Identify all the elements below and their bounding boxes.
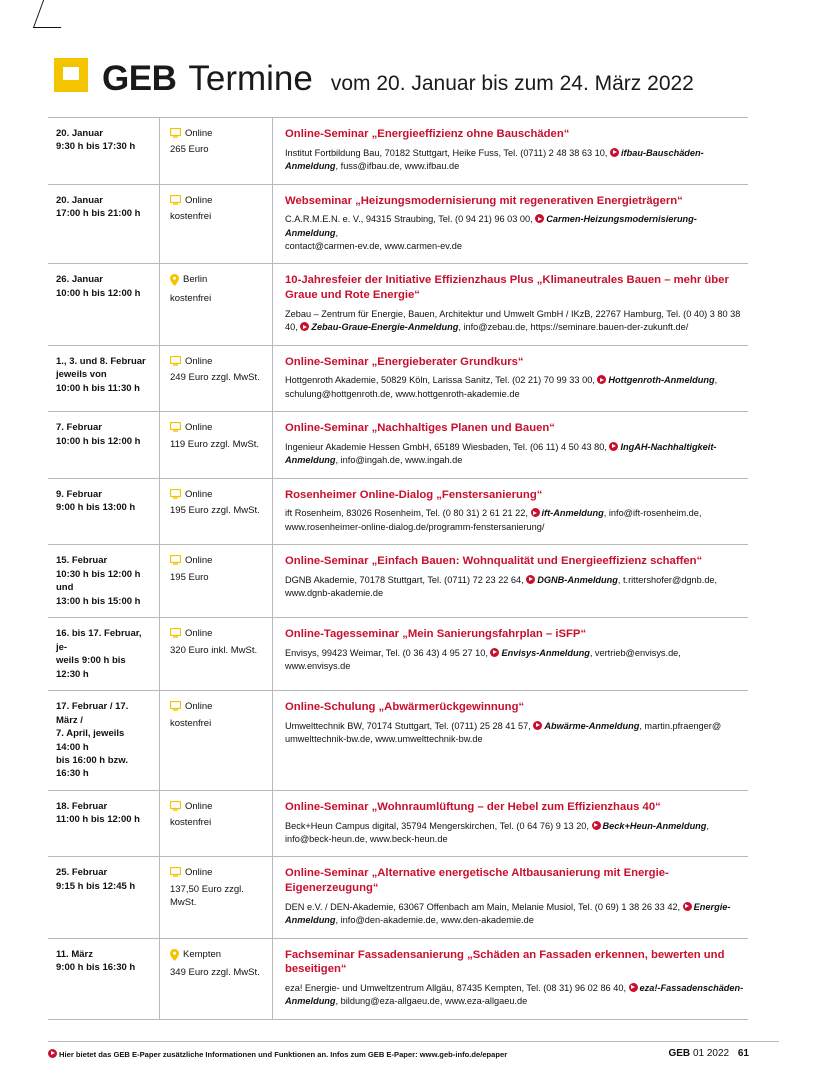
event-place-cell — [160, 479, 273, 545]
event-cost-label: 119 Euro zzgl. MwSt. — [170, 438, 260, 450]
event-cost-label: 265 Euro — [170, 144, 209, 156]
epaper-play-icon — [48, 1049, 57, 1058]
event-date-cell: 26. Januar 10:00 h bis 12:00 h — [48, 264, 160, 344]
table-row — [48, 618, 748, 691]
epaper-note-text: Hier bietet das GEB E-Paper zusätzliche Informationen und Funktionen an. Infos zum GEB E-Paper: www.geb-info.de/epaper — [59, 1049, 508, 1059]
event-date-cell: 20. Januar 17:00 h bis 21:00 h — [48, 185, 160, 264]
pin-icon — [170, 274, 179, 290]
event-place-cell — [160, 939, 273, 1019]
event-date-cell: 1., 3. und 8. Februar jeweils von 10:00 h bis 11:30 h — [48, 346, 160, 412]
event-details-cell — [273, 118, 748, 184]
event-title: Online-Seminar „Einfach Bauen: Wohnqualität und Energieeffizienz schaffen“ — [285, 555, 703, 568]
table-row — [48, 118, 748, 185]
event-cost-label: kostenfrei — [170, 817, 212, 829]
event-place-label: Online — [185, 628, 213, 640]
event-date-cell: 9. Februar 9:00 h bis 13:00 h — [48, 479, 160, 545]
table-row — [48, 412, 748, 479]
event-cost-label: 249 Euro zzgl. MwSt. — [170, 372, 260, 384]
event-date-cell: 18. Februar 11:00 h bis 12:00 h — [48, 791, 160, 857]
event-place-label: Berlin — [183, 274, 208, 286]
event-place-label: Online — [185, 422, 213, 434]
event-details-cell — [273, 691, 748, 790]
event-organizer-info: Umwelttechnik BW, 70174 Stuttgart, Tel. (0711) 25 28 41 57, Abwärme-Anmeldung, martin.pfraenger@ umwelttechnik-bw.de, www.umwelttechnik-bw.de — [285, 720, 722, 745]
event-organizer-info: Beck+Heun Campus digital, 35794 Mengerskirchen, Tel. (0 64 76) 9 13 20, Beck+Heun-Anmeldung, info@beck-heun.de, www.beck-heun.de — [285, 820, 709, 845]
event-registration-link[interactable]: IngAH-Nachhaltigkeit-Anmeldung — [285, 441, 717, 466]
event-date-cell: 20. Januar 9:30 h bis 17:30 h — [48, 118, 160, 184]
brand-bold: GEB — [102, 59, 177, 98]
event-registration-link[interactable]: Carmen-Heizungsmodernisierung-Anmeldung — [285, 214, 697, 238]
geb-logo-icon — [54, 58, 88, 92]
events-table — [48, 117, 748, 1020]
event-place-cell — [160, 264, 273, 344]
event-organizer-info: eza! Energie- und Umweltzentrum Allgäu, 87435 Kempten, Tel. (08 31) 96 02 86 40, eza!-Fassadenschäden-Anmeldung, bildung@eza-allgaeu.de, www.eza-allgaeu.de — [285, 983, 744, 1007]
event-place-cell — [160, 618, 273, 690]
event-title: Online-Seminar „Energieberater Grundkurs“ — [285, 355, 524, 368]
event-registration-link[interactable]: Beck+Heun-Anmeldung — [602, 820, 707, 831]
event-details-cell — [273, 791, 748, 857]
event-details-cell — [273, 545, 748, 617]
event-date-cell: 16. bis 17. Februar, je- weils 9:00 h bis 12:30 h — [48, 618, 160, 690]
event-organizer-info: Ingenieur Akademie Hessen GmbH, 65189 Wiesbaden, Tel. (06 11) 4 50 43 80, IngAH-Nachhaltigkeit-Anmeldung, info@ingah.de, www.ingah.de — [285, 441, 717, 466]
event-title: 10-Jahresfeier der Initiative Effizienzhaus Plus „Klimaneutrales Bauen – mehr über Graue und Rote Energie“ — [285, 274, 729, 302]
event-date-cell: 15. Februar 10:30 h bis 12:00 h und 13:00 h bis 15:00 h — [48, 545, 160, 617]
epaper-play-icon — [535, 214, 544, 223]
table-row — [48, 545, 748, 618]
epaper-play-icon — [526, 575, 535, 584]
event-organizer-info: Institut Fortbildung Bau, 70182 Stuttgart, Heike Fuss, Tel. (0711) 2 48 38 63 10, ifbau-Bauschäden-Anmeldung, fuss@ifbau.de, www.ifbau.de — [285, 147, 704, 172]
event-organizer-info: Zebau – Zentrum für Energie, Bauen, Architektur und Umwelt GmbH / IKzB, 22767 Hamburg, Tel. (0 40) 3 80 38 40, Zebau-Graue-Energie-Anmeldung, info@zebau.de, https://seminare.bauen-der-zukunft.de/ — [285, 308, 741, 333]
table-row — [48, 939, 748, 1020]
event-cost-label: kostenfrei — [170, 717, 212, 729]
monitor-icon — [170, 801, 181, 815]
event-title: Online-Seminar „Nachhaltiges Planen und Bauen“ — [285, 422, 555, 435]
epaper-play-icon — [533, 721, 542, 730]
epaper-play-icon — [683, 902, 692, 911]
event-place-cell — [160, 545, 273, 617]
event-place-label: Online — [185, 867, 213, 879]
event-details-cell — [273, 857, 748, 937]
monitor-icon — [170, 555, 181, 569]
epaper-play-icon — [592, 821, 601, 830]
event-organizer-info: ift Rosenheim, 83026 Rosenheim, Tel. (0 80 31) 2 61 21 22, ift-Anmeldung, info@ift-rosenheim.de, www.rosenheimer-online-dialog.de/programm-fenstersanierung/ — [285, 508, 702, 532]
event-title: Rosenheimer Online-Dialog „Fenstersanierung“ — [285, 488, 543, 501]
event-registration-link[interactable]: DGNB-Anmeldung — [537, 574, 618, 585]
event-cost-label: 137,50 Euro zzgl. MwSt. — [170, 883, 244, 909]
event-details-cell — [273, 185, 748, 264]
event-registration-link[interactable]: Hottgenroth-Anmeldung — [608, 375, 715, 386]
event-place-label: Online — [185, 128, 213, 139]
page-footer — [48, 1041, 779, 1059]
event-cost-label: 320 Euro inkl. MwSt. — [170, 644, 258, 656]
event-registration-link[interactable]: eza!-Fassadenschäden-Anmeldung — [285, 983, 744, 1007]
table-row — [48, 185, 748, 265]
event-cost-label: 195 Euro zzgl. MwSt. — [170, 505, 260, 517]
event-cost-label: 195 Euro — [170, 571, 209, 583]
event-place-cell — [160, 857, 273, 937]
table-row — [48, 857, 748, 938]
event-details-cell — [273, 346, 748, 412]
event-title: Online-Tagesseminar „Mein Sanierungsfahrplan – iSFP“ — [285, 628, 587, 641]
epaper-play-icon — [300, 322, 309, 331]
event-title: Online-Seminar „Wohnraumlüftung – der Hebel zum Effizienzhaus 40“ — [285, 800, 661, 813]
epaper-play-icon — [531, 508, 540, 517]
event-date-cell: 25. Februar 9:15 h bis 12:45 h — [48, 857, 160, 937]
footer-brand: GEB — [668, 1048, 691, 1059]
event-registration-link[interactable]: Zebau-Graue-Energie-Anmeldung — [311, 322, 459, 333]
monitor-icon — [170, 701, 181, 715]
epaper-note — [48, 1049, 507, 1059]
event-organizer-info: Envisys, 99423 Weimar, Tel. (0 36 43) 4 95 27 10, Envisys-Anmeldung, vertrieb@envisys.de, www.envisys.de — [285, 647, 681, 672]
event-title: Online-Schulung „Abwärmerückgewinnung“ — [285, 701, 525, 714]
event-title: Fachseminar Fassadensanierung „Schäden an Fassaden erkennen, bewerten und beseitigen“ — [285, 948, 725, 976]
monitor-icon — [170, 867, 181, 881]
event-date-cell: 17. Februar / 17. März / 7. April, jeweils 14:00 h bis 16:00 h bzw. 16:30 h — [48, 691, 160, 790]
event-details-cell — [273, 412, 748, 478]
event-organizer-info: Hottgenroth Akademie, 50829 Köln, Larissa Sanitz, Tel. (02 21) 70 99 33 00, Hottgenroth-Anmeldung, schulung@hottgenroth.de, www.hottgenroth-akademie.de — [285, 375, 718, 399]
table-row — [48, 346, 748, 413]
event-registration-link[interactable]: ift-Anmeldung — [541, 508, 604, 519]
epaper-play-icon — [609, 442, 618, 451]
event-place-cell — [160, 346, 273, 412]
event-place-cell — [160, 691, 273, 790]
event-cost-label: kostenfrei — [170, 211, 212, 222]
event-details-cell — [273, 264, 748, 344]
monitor-icon — [170, 422, 181, 436]
page-title: Termine — [188, 59, 313, 98]
event-place-cell — [160, 791, 273, 857]
event-place-label: Online — [185, 488, 213, 500]
event-organizer-info: C.A.R.M.E.N. e. V., 94315 Straubing, Tel. (0 94 21) 96 03 00, Carmen-Heizungsmodernisierung-Anmeldung, contact@carmen-ev.de, www.carmen-ev.de — [285, 214, 697, 252]
event-place-cell — [160, 412, 273, 478]
event-place-label: Online — [185, 194, 213, 206]
monitor-icon — [170, 489, 181, 503]
footer-issue: 01 2022 — [692, 1048, 730, 1059]
monitor-icon — [170, 195, 181, 209]
event-date-cell: 7. Februar 10:00 h bis 12:00 h — [48, 412, 160, 478]
event-title: Online-Seminar „Alternative energetische Altbausanierung mit Energie-Eigenerzeugung“ — [285, 867, 669, 895]
event-organizer-info: DGNB Akademie, 70178 Stuttgart, Tel. (0711) 72 23 22 64, DGNB-Anmeldung, t.rittershofer@dgnb.de, www.dgnb-akademie.de — [285, 574, 718, 599]
event-registration-link[interactable]: ifbau-Bauschäden-Anmeldung — [285, 147, 704, 172]
event-organizer-info: DEN e.V. / DEN-Akademie, 63067 Offenbach am Main, Melanie Musiol, Tel. (0 69) 1 38 26 33 42, Energie-Anmeldung, info@den-akademie.de, www.den-akademie.de — [285, 901, 731, 926]
epaper-play-icon — [629, 983, 638, 992]
monitor-icon — [170, 356, 181, 370]
event-place-cell — [160, 185, 273, 264]
monitor-icon — [170, 128, 181, 142]
date-range-subtitle: vom 20. Januar bis zum 24. März 2022 — [330, 72, 694, 95]
event-title: Webseminar „Heizungsmodernisierung mit regenerativen Energieträgern“ — [285, 194, 683, 207]
event-details-cell — [273, 618, 748, 690]
monitor-icon — [170, 628, 181, 642]
event-place-label: Online — [185, 701, 213, 713]
page-header — [48, 0, 779, 96]
event-place-label: Online — [185, 800, 213, 812]
event-place-label: Online — [185, 555, 213, 567]
epaper-play-icon — [597, 375, 606, 384]
event-registration-link[interactable]: Envisys-Anmeldung — [501, 647, 590, 658]
event-details-cell — [273, 939, 748, 1019]
event-place-label: Kempten — [183, 948, 222, 960]
epaper-play-icon — [490, 648, 499, 657]
table-row — [48, 264, 748, 345]
event-registration-link[interactable]: Energie-Anmeldung — [285, 901, 731, 926]
table-row — [48, 691, 748, 791]
event-registration-link[interactable]: Abwärme-Anmeldung — [544, 720, 640, 731]
pin-icon — [170, 949, 179, 965]
table-row — [48, 479, 748, 546]
event-place-cell — [160, 118, 273, 184]
event-cost-label: 349 Euro zzgl. MwSt. — [170, 967, 260, 979]
event-cost-label: kostenfrei — [170, 292, 212, 304]
footer-issue-info — [668, 1048, 779, 1059]
event-date-cell: 11. März 9:00 h bis 16:30 h — [48, 939, 160, 1019]
table-row — [48, 791, 748, 858]
event-details-cell — [273, 479, 748, 545]
event-place-label: Online — [185, 355, 213, 367]
page-number: 61 — [737, 1048, 749, 1059]
event-title: Online-Seminar „Energieeffizienz ohne Bauschäden“ — [285, 128, 570, 140]
epaper-play-icon — [610, 148, 619, 157]
